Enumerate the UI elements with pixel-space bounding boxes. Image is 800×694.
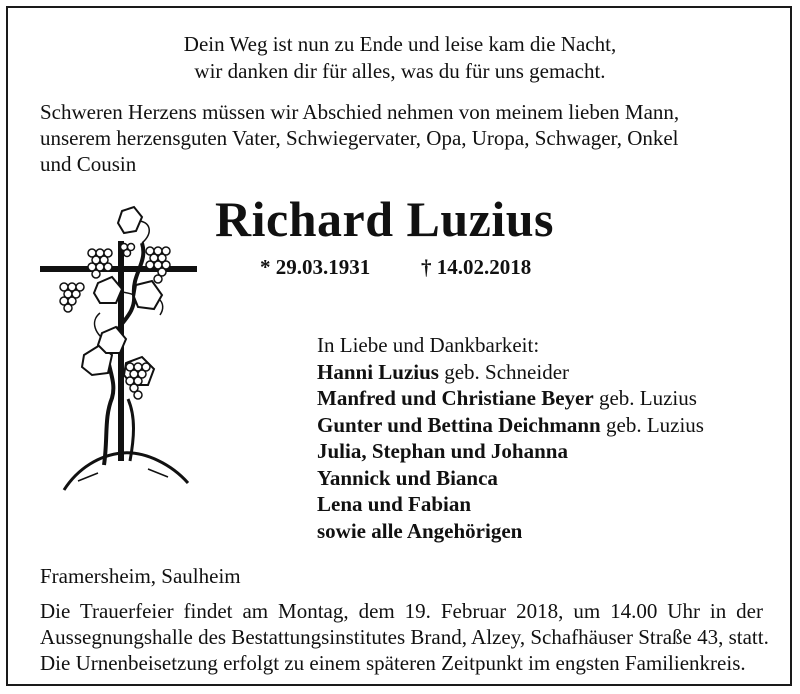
birth-date: * 29.03.1931 <box>260 255 371 279</box>
list-item <box>317 491 704 518</box>
list-item <box>317 385 704 412</box>
list-item <box>317 359 704 386</box>
mourner-name: Hanni Luzius <box>317 359 439 384</box>
intro-line-2: unserem herzensguten Vater, Schwiegervater, Opa, Uropa, Schwager, Onkel <box>40 126 679 150</box>
funeral-notice <box>40 598 769 676</box>
notice-line-2: Aussegnungshalle des Bestattungsinstitutes Brand, Alzey, Schafhäuser Straße 43, statt. <box>40 625 769 649</box>
mourner-name: Julia, Stephan und Johanna <box>317 439 568 463</box>
cross-with-grapevine-icon <box>38 203 200 493</box>
mourners-heading: In Liebe und Dankbarkeit: <box>317 333 540 357</box>
mourner-suffix: geb. Luzius <box>600 412 704 437</box>
list-item <box>317 438 704 465</box>
mourner-suffix: geb. Luzius <box>593 386 697 410</box>
mourner-name: sowie alle Angehörigen <box>317 518 523 543</box>
list-item <box>317 518 704 545</box>
mourners-list <box>317 332 704 544</box>
mourner-suffix: geb. Schneider <box>438 359 570 384</box>
mourner-name: Gunter und Bettina Deichmann <box>317 412 601 437</box>
intro-text <box>40 99 765 177</box>
intro-line-1: Schweren Herzens müssen wir Abschied nehmen von meinem lieben Mann, <box>40 100 680 124</box>
mourner-name: Yannick und Bianca <box>317 465 498 490</box>
death-date: † 14.02.2018 <box>421 255 532 279</box>
list-item <box>317 465 704 492</box>
list-item <box>317 412 704 439</box>
deceased-name: Richard Luzius <box>215 191 555 247</box>
notice-line-1: Die Trauerfeier findet am Montag, dem 19. Februar 2018, um 14.00 Uhr in der <box>40 599 763 623</box>
place-line: Framersheim, Saulheim <box>40 564 241 588</box>
verse-line-1: Dein Weg ist nun zu Ende und leise kam die Nacht, <box>183 32 617 56</box>
notice-line-3: Die Urnenbeisetzung erfolgt zu einem späteren Zeitpunkt im engsten Familienkreis. <box>40 651 746 675</box>
mourner-name: Lena und Fabian <box>317 492 472 516</box>
verse <box>0 31 800 85</box>
intro-line-3: und Cousin <box>40 152 137 176</box>
mourner-name: Manfred und Christiane Beyer <box>317 386 594 410</box>
verse-line-2: wir danken dir für alles, was du für uns gemacht. <box>194 59 606 83</box>
